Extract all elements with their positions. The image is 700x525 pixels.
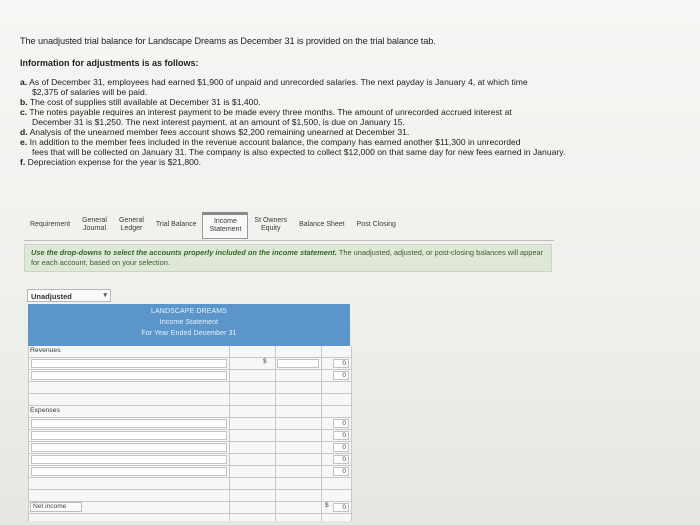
adjustment-item: d. Analysis of the unearned member fees account shows $2,200 remaining unearned at December 31.: [20, 127, 410, 137]
revenue-amount: [277, 359, 319, 368]
spacer-row: [29, 478, 351, 490]
tab-divider: [24, 240, 554, 241]
tab-income-statement[interactable]: Income Statement: [202, 212, 248, 239]
spacer-row: [29, 382, 351, 394]
balance-type-value: Unadjusted: [31, 292, 72, 301]
spacer-row: [29, 394, 351, 406]
intro-text: The unadjusted trial balance for Landscape Dreams as December 31 is provided on the trial balance tab.: [20, 36, 436, 46]
revenues-label: Revenues: [30, 347, 61, 354]
adjustments-list: [20, 77, 620, 167]
expenses-header-row: [29, 406, 351, 418]
expense-account-select[interactable]: [31, 419, 227, 428]
net-income-label: Net income: [30, 502, 82, 512]
expense-amount: 0: [333, 431, 349, 440]
expense-account-select[interactable]: [31, 467, 227, 476]
tab-st-owners-equity[interactable]: St Owners Equity: [254, 216, 288, 232]
adjustment-item: a. As of December 31, employees had earned $1,900 of unpaid and unrecorded salaries. The next payday is January 4, at which time $2,375 of salaries will be paid.: [20, 77, 528, 97]
revenue-total: 0: [333, 371, 349, 380]
expense-account-select[interactable]: [31, 443, 227, 452]
expense-amount: 0: [333, 443, 349, 452]
statement-period: For Year Ended December 31: [141, 330, 237, 337]
tab-general-journal[interactable]: General Journal: [82, 216, 107, 232]
statement-title: Income Statement: [159, 319, 219, 326]
adjustment-item: f. Depreciation expense for the year is $21,800.: [20, 157, 202, 167]
expense-amount: 0: [333, 455, 349, 464]
income-statement-grid: [28, 346, 352, 521]
revenue-account-select[interactable]: [31, 371, 227, 380]
tab-requirement[interactable]: Requirement: [30, 220, 71, 228]
company-name: LANDSCAPE DREAMS: [151, 308, 227, 315]
adjustment-item: b. The cost of supplies still available at December 31 is $1,400.: [20, 97, 261, 107]
tab-trial-balance[interactable]: Trial Balance: [155, 220, 197, 228]
instructions-box: Use the drop-downs to select the accounts properly included on the income statement. The unadjusted, adjusted, or post-closing balances will appear for each account, based on your selection.: [24, 244, 552, 272]
net-income-amount: 0: [333, 503, 349, 512]
revenue-row: [29, 370, 351, 382]
tab-general-ledger[interactable]: General Ledger: [118, 216, 144, 232]
statement-header: [28, 304, 350, 346]
tab-balance-sheet[interactable]: Balance Sheet: [299, 220, 345, 228]
spacer-row: [29, 490, 351, 502]
adjustment-item: c. The notes payable requires an interest payment to be made every three months. The amount of unrecorded accrued interest at December 31 is $1,250. The next interest payment, at an amount of $1,500, is due on January 15.: [20, 107, 512, 127]
expense-row: [29, 418, 351, 430]
revenue-total: 0: [333, 359, 349, 368]
expense-row: [29, 454, 351, 466]
expense-row: [29, 466, 351, 478]
info-title: Information for adjustments is as follows:: [20, 58, 199, 68]
tab-bar: [24, 212, 540, 238]
adjustment-item: e. In addition to the member fees included in the revenue account balance, the company has earned another $11,300 in unrecorded fees that will be collected on January 31. The company is also expected to collect $12,000 on that same day for new fees earned in January.: [20, 137, 566, 157]
balance-type-select[interactable]: [27, 289, 111, 302]
net-income-row: Net income $ 0: [29, 502, 351, 514]
revenue-row: $ 0: [29, 358, 351, 370]
expenses-label: Expenses: [30, 407, 60, 414]
expense-amount: 0: [333, 419, 349, 428]
expense-amount: 0: [333, 467, 349, 476]
expense-account-select[interactable]: [31, 431, 227, 440]
expense-row: [29, 430, 351, 442]
chevron-down-icon: ▾: [103, 292, 107, 299]
tab-post-closing[interactable]: Post Closing: [356, 220, 396, 228]
revenue-account-select[interactable]: [31, 359, 227, 368]
revenues-header-row: [29, 346, 351, 358]
expense-account-select[interactable]: [31, 455, 227, 464]
expense-row: [29, 442, 351, 454]
